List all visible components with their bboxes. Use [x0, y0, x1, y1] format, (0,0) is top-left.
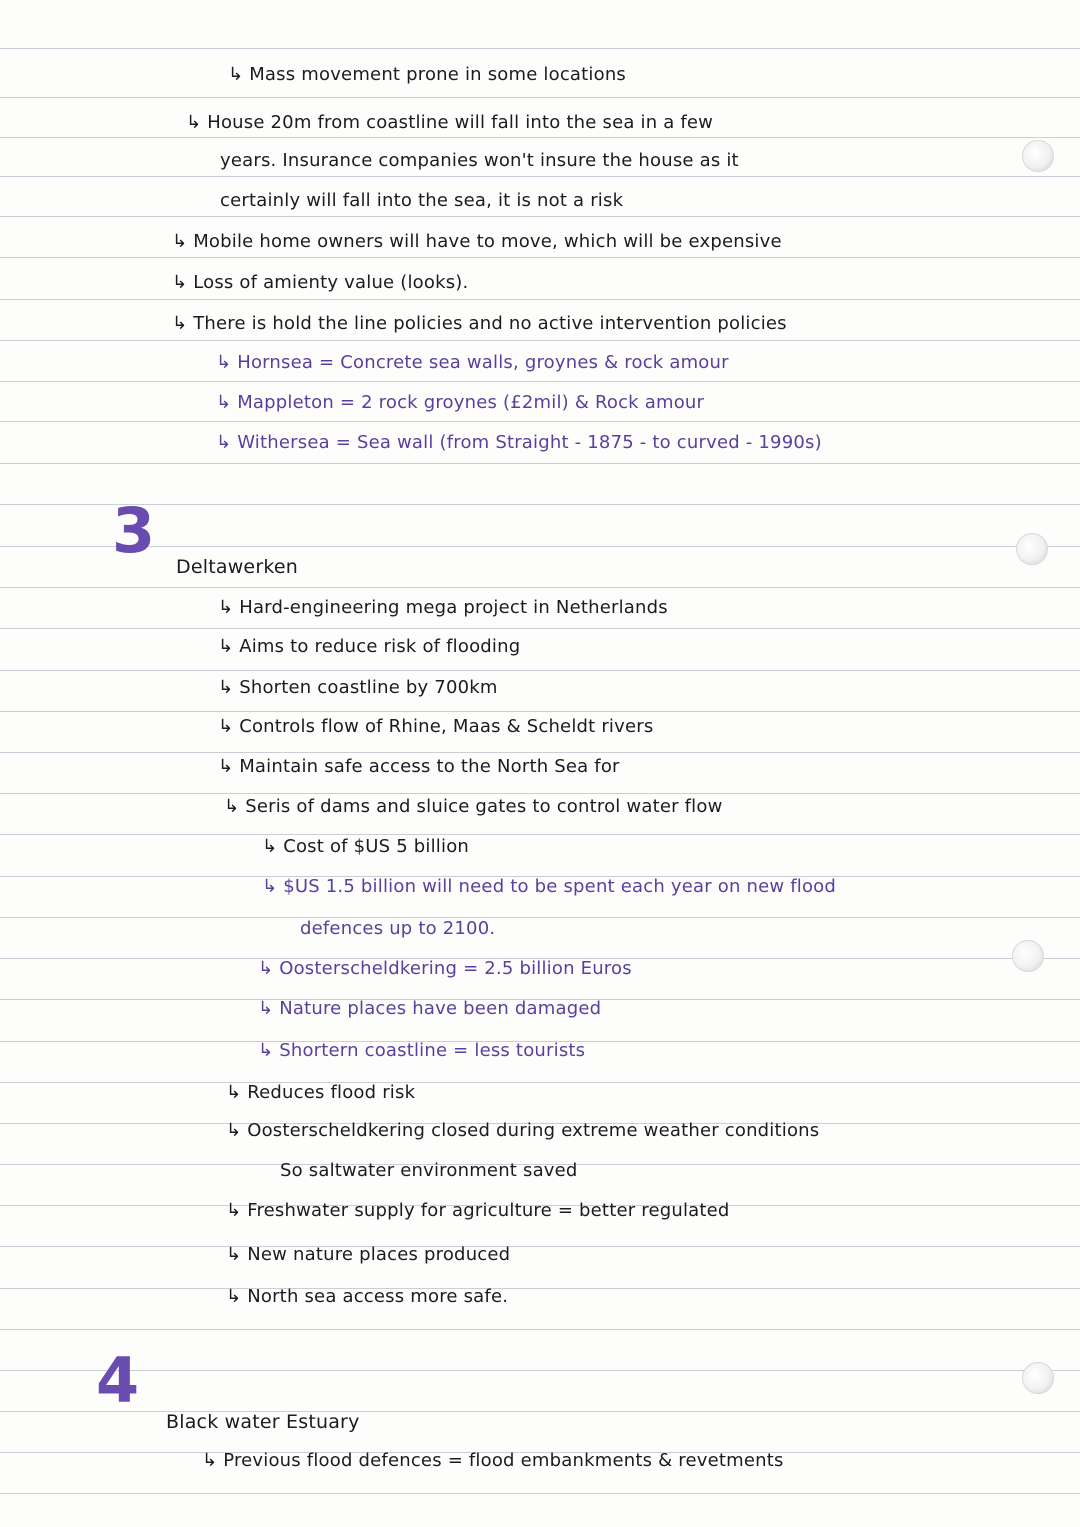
rule-line [0, 628, 1080, 629]
punch-hole [1016, 533, 1048, 565]
note-line: So saltwater environment saved [280, 1160, 578, 1181]
section-number: 4 [96, 1344, 140, 1417]
rule-line [0, 48, 1080, 49]
rule-line [0, 917, 1080, 918]
rule-line [0, 216, 1080, 217]
note-line: certainly will fall into the sea, it is not a risk [220, 190, 624, 211]
rule-line [0, 834, 1080, 835]
section-heading: Deltawerken [176, 556, 298, 578]
note-line: ↳ Oosterscheldkering closed during extreme weather conditions [226, 1120, 820, 1141]
rule-line [0, 504, 1080, 505]
rule-line [0, 1246, 1080, 1247]
note-line: ↳ House 20m from coastline will fall into the sea in a few [186, 112, 714, 133]
rule-line [0, 176, 1080, 177]
section-number: 3 [112, 494, 156, 567]
note-line: ↳ Nature places have been damaged [258, 998, 602, 1019]
note-line: ↳ Shortern coastline = less tourists [258, 1040, 586, 1061]
rule-line [0, 546, 1080, 547]
note-line: ↳ Freshwater supply for agriculture = better regulated [226, 1200, 730, 1221]
rule-line [0, 670, 1080, 671]
note-line: ↳ Controls flow of Rhine, Maas & Scheldt rivers [218, 716, 654, 737]
rule-line [0, 421, 1080, 422]
note-line: ↳ Cost of $US 5 billion [262, 836, 470, 857]
rule-line [0, 711, 1080, 712]
note-line: ↳ Oosterscheldkering = 2.5 billion Euros [258, 958, 632, 979]
note-line: ↳ Reduces flood risk [226, 1082, 416, 1103]
rule-line [0, 1329, 1080, 1330]
rule-line [0, 587, 1080, 588]
note-line: ↳ Loss of amienty value (looks). [172, 272, 469, 293]
note-line: ↳ North sea access more safe. [226, 1286, 509, 1307]
rule-line [0, 299, 1080, 300]
note-line: ↳ Withersea = Sea wall (from Straight - 1875 - to curved - 1990s) [216, 432, 822, 453]
note-line: ↳ Shorten coastline by 700km [218, 677, 498, 698]
section-heading: Black water Estuary [166, 1411, 360, 1433]
punch-hole [1012, 940, 1044, 972]
rule-line [0, 1288, 1080, 1289]
note-line: ↳ $US 1.5 billion will need to be spent each year on new flood [262, 876, 836, 897]
rule-line [0, 1370, 1080, 1371]
note-line: ↳ Aims to reduce risk of flooding [218, 636, 521, 657]
note-line: ↳ Mass movement prone in some locations [228, 64, 627, 85]
note-line: ↳ Previous flood defences = flood embankments & revetments [202, 1450, 784, 1471]
note-line: ↳ Hornsea = Concrete sea walls, groynes & rock amour [216, 352, 729, 373]
rule-line [0, 257, 1080, 258]
rule-line [0, 381, 1080, 382]
rule-line [0, 1082, 1080, 1083]
rule-line [0, 1411, 1080, 1412]
note-line: ↳ Seris of dams and sluice gates to control water flow [224, 796, 723, 817]
rule-line [0, 463, 1080, 464]
note-line: ↳ Maintain safe access to the North Sea for [218, 756, 620, 777]
note-line: defences up to 2100. [300, 918, 496, 939]
note-line: ↳ Mobile home owners will have to move, which will be expensive [172, 231, 782, 252]
rule-line [0, 340, 1080, 341]
rule-line [0, 752, 1080, 753]
rule-line [0, 1493, 1080, 1494]
note-line: ↳ New nature places produced [226, 1244, 511, 1265]
note-line: ↳ There is hold the line policies and no active intervention policies [172, 313, 787, 334]
punch-hole [1022, 140, 1054, 172]
punch-hole [1022, 1362, 1054, 1394]
note-line: ↳ Mappleton = 2 rock groynes (£2mil) & Rock amour [216, 392, 705, 413]
note-line: ↳ Hard-engineering mega project in Netherlands [218, 597, 668, 618]
rule-line [0, 793, 1080, 794]
note-line: years. Insurance companies won't insure the house as it [220, 150, 739, 171]
rule-line [0, 137, 1080, 138]
rule-line [0, 97, 1080, 98]
